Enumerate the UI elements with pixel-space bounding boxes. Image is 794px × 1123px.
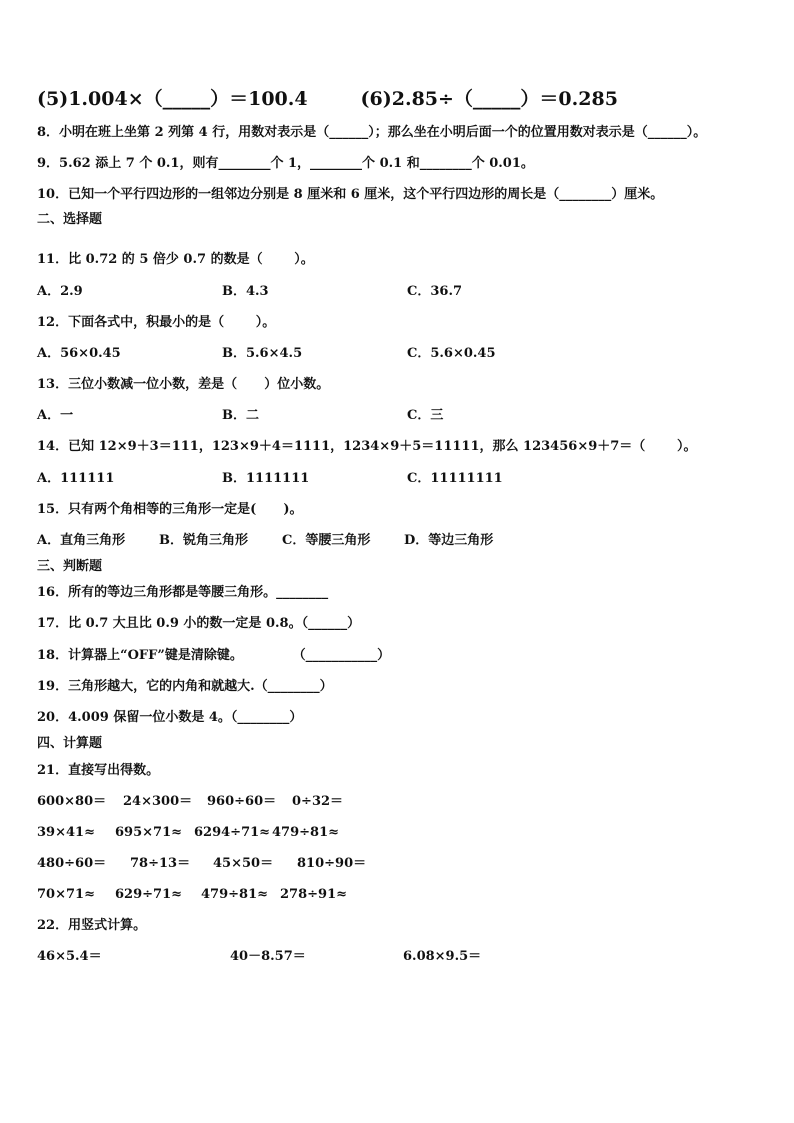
question-13-option-b: B．二 xyxy=(222,408,259,423)
question-12-option-a: A．56×0.45 xyxy=(37,346,121,361)
vertical-calc-item: 40－8.57＝ xyxy=(230,949,306,964)
question-10: 10．已知一个平行四边形的一组邻边分别是 8 厘米和 6 厘米，这个平行四边形的周长是（________）厘米。 xyxy=(37,187,664,202)
question-18: 18．计算器上“OFF”键是清除键。 （___________） xyxy=(37,648,391,663)
calc-item: 24×300＝ xyxy=(123,794,193,809)
calc-item: 278÷91≈ xyxy=(280,887,348,902)
question-14-option-b: B．1111111 xyxy=(222,471,310,486)
calc-item: 629÷71≈ xyxy=(115,887,183,902)
question-16: 16．所有的等边三角形都是等腰三角形。________ xyxy=(37,585,329,600)
vertical-calc-item: 46×5.4＝ xyxy=(37,949,102,964)
question-22-stem: 22．用竖式计算。 xyxy=(37,918,147,933)
question-5-6: (5)1.004×（_____）＝100.4 (6)2.85÷（_____）＝0.285 xyxy=(37,88,618,110)
question-15-option-d: D．等边三角形 xyxy=(404,533,494,548)
question-11-option-c: C．36.7 xyxy=(407,284,463,299)
calc-item: 70×71≈ xyxy=(37,887,95,902)
calc-item: 480÷60＝ xyxy=(37,856,107,871)
question-12-stem: 12．下面各式中，积最小的是（ ）。 xyxy=(37,315,276,330)
vertical-calc-item: 6.08×9.5＝ xyxy=(403,949,482,964)
question-19: 19．三角形越大，它的内角和就越大.（________） xyxy=(37,679,333,694)
question-13-stem: 13．三位小数减一位小数，差是（ ）位小数。 xyxy=(37,377,330,392)
calc-item: 45×50＝ xyxy=(213,856,274,871)
question-14-option-c: C．11111111 xyxy=(407,471,503,486)
question-14-option-a: A．111111 xyxy=(37,471,115,486)
section-title-calculation: 四、计算题 xyxy=(37,736,103,751)
question-13-option-a: A．一 xyxy=(37,408,74,423)
calc-item: 0÷32＝ xyxy=(292,794,344,809)
calc-item: 695×71≈ xyxy=(115,825,183,840)
question-11-option-b: B．4.3 xyxy=(222,284,269,299)
calc-item: 39×41≈ xyxy=(37,825,95,840)
calc-item: 600×80＝ xyxy=(37,794,107,809)
calc-item: 6294÷71≈ xyxy=(194,825,271,840)
section-title-judgement: 三、判断题 xyxy=(37,559,103,574)
question-12-option-c: C．5.6×0.45 xyxy=(407,346,496,361)
question-15-option-a: A．直角三角形 xyxy=(37,533,126,548)
calc-item: 960÷60＝ xyxy=(207,794,277,809)
calc-item: 479÷81≈ xyxy=(201,887,269,902)
question-15-option-b: B．锐角三角形 xyxy=(159,533,248,548)
question-21-stem: 21．直接写出得数。 xyxy=(37,763,160,778)
question-11-option-a: A．2.9 xyxy=(37,284,83,299)
calc-item: 479÷81≈ xyxy=(272,825,340,840)
question-17: 17．比 0.7 大且比 0.9 小的数一定是 0.8。（______） xyxy=(37,616,361,631)
question-8: 8．小明在班上坐第 2 列第 4 行，用数对表示是（______）；那么坐在小明后面一个的位置用数对表示是（______）。 xyxy=(37,125,707,140)
calc-item: 810÷90＝ xyxy=(297,856,367,871)
question-14-stem: 14．已知 12×9＋3＝111，123×9＋4＝1111，1234×9＋5＝11111，那么 123456×9＋7＝（ ）。 xyxy=(37,439,697,454)
calc-item: 78÷13＝ xyxy=(130,856,191,871)
question-20: 20．4.009 保留一位小数是 4。（________） xyxy=(37,710,303,725)
question-15-option-c: C．等腰三角形 xyxy=(282,533,371,548)
question-11-stem: 11．比 0.72 的 5 倍少 0.7 的数是（ ）。 xyxy=(37,252,314,267)
question-15-stem: 15．只有两个角相等的三角形一定是( )。 xyxy=(37,502,303,517)
section-title-choice: 二、选择题 xyxy=(37,212,103,227)
question-13-option-c: C．三 xyxy=(407,408,444,423)
question-12-option-b: B．5.6×4.5 xyxy=(222,346,303,361)
question-9: 9．5.62 添上 7 个 0.1，则有________个 1，________个 0.1 和________个 0.01。 xyxy=(37,156,534,171)
